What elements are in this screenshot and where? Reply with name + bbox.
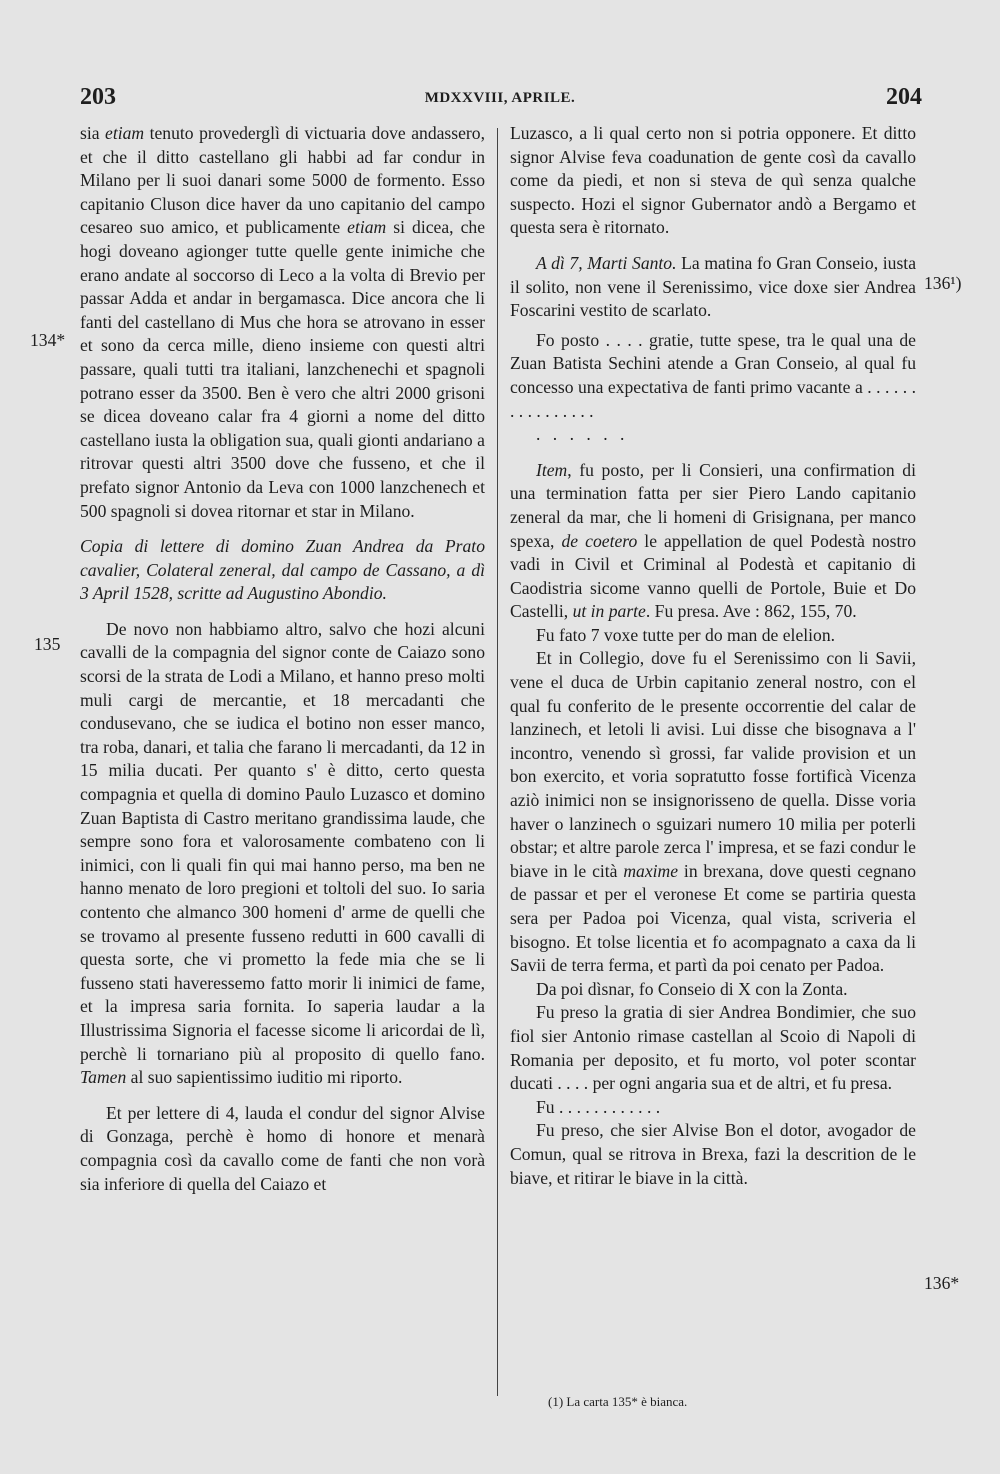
letter-heading-text: Copia di lettere di domino Zuan Andrea da Prato cavalier, Colateral zeneral, dal campo de Cassano, a dì 3 April 1528, scritte ad Augustino Abondio. [80,536,485,604]
right-paragraph: Da poi dìsnar, fo Conseio di X con la Zonta. [536,978,848,999]
margin-note-136a: 136¹) [924,273,962,293]
running-title: MDXXVIII, APRILE. [424,90,576,106]
letter-heading [80,535,485,606]
right-paragraph: Fu preso la gratia di sier Andrea Bondimier, che suo fiol sier Antonio rimase castellan al Scoio di Napoli di Romania per deposito, et fu morto, vol poter scontar ducati . . . . per ogni angaria sua et de altri, et fu presa. [510,1002,916,1094]
page-number-left: 203 [80,84,116,110]
right-column [510,122,916,1190]
left-paragraph: sia etiam tenuto provederglì di victuaria dove andassero, et che il ditto castellano gli habbi ad far condur in Milano per li suoi danari some 5000 de formento. Esso capitanio Cluson dice haver da uno capitanio del campo cesareo suo amico, et publicamente etiam si dicea, che hogi doveano agionger tutte quelle gente inimiche che erano andate al soccorso di Leco a la volta di Brevio per passar Adda et andar in bergamasca. Dice ancora che li fanti del castellano di Mus che hora se atrovano in esser et sono da cerca mille, dieno insieme con questi altri passare, quali tutti tra italiani, lanzchenechi et spagnoli potrano esser da 3500. Ben è vero che altri 2000 grisoni se dicea doveano calar fra 4 giorni a nome del ditto castellano iusta la obligation sua, quali gionti andariano a ritrovar questi altri 3500 dove che fusseno, et che il prefato signor Antonio da Leva con 1000 lanzchenech et 500 spagnoli si dovea ritornar et star in Milano. [80,123,486,521]
margin-note-135: 135 [34,634,61,654]
right-paragraph: Et in Collegio, dove fu el Serenissimo con li Savii, vene el duca de Urbin capitanio zeneral nostro, con el qual fu conferito de le presente occorrentie del calar de lanzinech, et letoli li avisi. Lui disse che bisognava a l' incontro, venendo sì grossi, far valide provision et un bon exercito, et voria sopratutto fosse fortificà Vicenza aziò inimici non se insignorisseno de quella. Disse voria haver o lanzinech o sguizari numero 10 milia per poterli obstar; et altre parole zerca l' impresa, et se fazi condur le biave in le cità maxime in brexana, dove questi cegnano de passar et per el veronese Et come se partiria questa sera per Padoa poi Vicenza, qual vista, scriveria el bisogno. Et tolse licentia et fo acompagnato a caxa da li Savii de terra ferma, et partì da poi cenato per Padoa. [510,648,916,976]
right-paragraph: Item, fu posto, per li Consieri, una confirmation di una termination fatta per sier Piero Lando capitanio zeneral da mar, che li homeni di Grisignana, per manco spexa, de coetero le appellation de quel Podestà nostro vadi in Civil et Criminal al Podestà et capitanio di Caodistria sicome vanno quelli de Portole, Buie et Do Castelli, ut in parte. Fu presa. Ave : 862, 155, 70. [510,459,916,622]
right-paragraph: Fo posto . . . . gratie, tutte spese, tra le qual una de Zuan Batista Sechini atende a Gran Conseio, al qual fu concesso una expectativa de fanti primo vacante a . . . . . . . . . . . . . . . . [510,329,916,421]
right-paragraph: Fu . . . . . . . . . . . . [536,1096,661,1117]
footnote: (1) La carta 135* è bianca. [548,1394,688,1409]
margin-note-134: 134* [30,330,66,350]
right-paragraph: Fu fato 7 voxe tutte per do man de elelion. [536,624,836,645]
page-number-right: 204 [886,84,922,110]
left-paragraph: Et per lettere di 4, lauda el condur del signor Alvise di Gonzaga, perchè è homo di honore et menarà compagnia così da cavallo come de fanti che non vorà sia inferiore di quella del Caiazo et [80,1102,485,1194]
right-paragraph: . . . . . . [536,424,629,445]
left-paragraph: De novo non habbiamo altro, salvo che hozi alcuni cavalli de la compagnia del signor conte de Caiazo sono scorsi de la strata de Lodi a Milano, et hanno preso molti muli cargi de mercantie, et 18 mercadanti che condusevano, che se iudica el botino non esser manco, tra roba, danari, et talia che farano li mercadanti, da 12 in 15 milia ducati. Per quanto s' è ditto, certo questa compagnia et quella di domino Paulo Luzasco et domino Zuan Baptista di Castro meritano grandissima laude, che sempre sono fora et valorosamente combateno con li inimici, con li quali fin qui mai hanno perso, ma ben ne hanno menato de loro pregioni et toltoli del suo. Io saria contento che almanco 300 homeni d' arme de quelli che se trovamo al presente fusseno redutti in 600 cavalli di questa sorte, che vi prometto la fede mia che se li fusseno stati haveressemo fatto morir li inimici de fame, et la impresa saria fornita. Io saperia laudar a la Illustrissima Signoria el facesse sicome li aricordai de lì, perchè li tornariano più al proposito di quello fano. Tamen al suo sapientissimo iuditio mi riporto. [80,618,485,1088]
left-column [80,122,485,1196]
column-divider [497,128,498,1396]
margin-note-136b: 136* [924,1273,960,1293]
right-paragraph: Luzasco, a li qual certo non si potria opponere. Et ditto signor Alvise feva coadunation de gente così da cavallo come da piedi, et non si steva de quì senza qualche suspecto. Hozi el signor Gubernator andò a Bergamo et questa sera è ritornato. [510,123,916,238]
right-paragraph: A dì 7, Marti Santo. La matina fo Gran Conseio, iusta il solito, non vene il Serenissimo, vice doxe sier Andrea Foscarini vestito de scarlato. [510,252,917,321]
running-head [0,84,1000,114]
right-paragraph: Fu preso, che sier Alvise Bon el dotor, avogador de Comun, qual se ritrova in Brexa, fazi la descrition de le biave, et ritirar le biave in la città. [510,1120,916,1188]
